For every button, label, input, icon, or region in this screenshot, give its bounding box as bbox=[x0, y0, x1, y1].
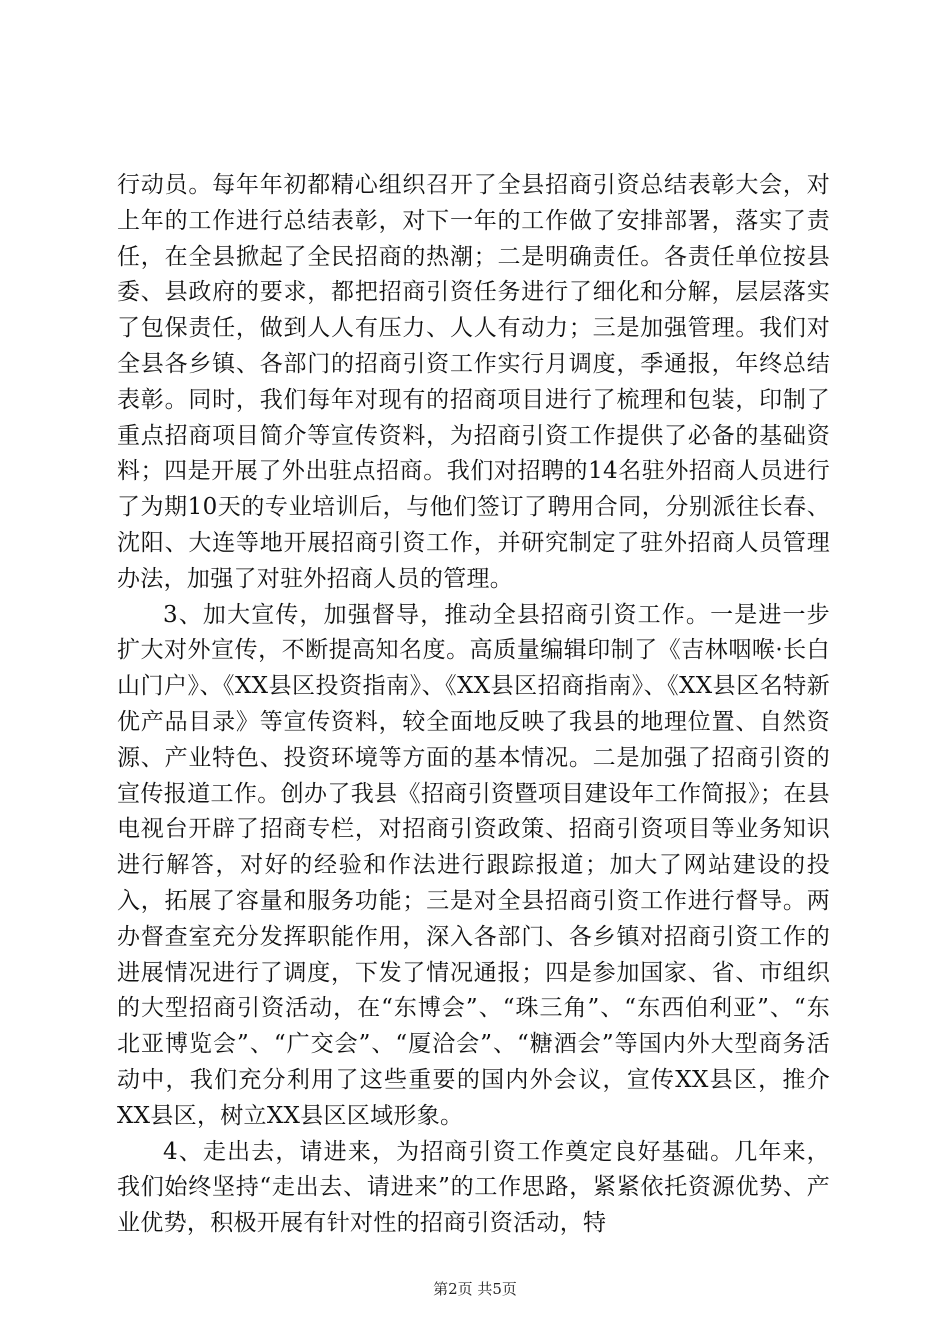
paragraph-section-3: 3、加大宣传，加强督导，推动全县招商引资工作。一是进一步扩大对外宣传，不断提高知名度。高质量编辑印制了《吉林咽喉·长白山门户》、《XX县区投资指南》、《XX县区招商指南》、《XX县区名特新优产品目录》等宣传资料，较全面地反映了我县的地理位置、自然资源、产业特色、投资环境等方面的基本情况。二是加强了招商引资的宣传报道工作。创办了我县《招商引资暨项目建设年工作简报》；在县电视台开辟了招商专栏，对招商引资政策、招商引资项目等业务知识进行解答，对好的经验和作法进行跟踪报道；加大了网站建设的投入，拓展了容量和服务功能；三是对全县招商引资工作进行督导。两办督查室充分发挥职能作用，深入各部门、各乡镇对招商引资工作的进展情况进行了调度，下发了情况通报；四是参加国家、省、市组织的大型招商引资活动，在“东博会”、“珠三角”、“东西伯利亚”、“东北亚博览会”、“广交会”、“厦洽会”、“糖酒会”等国内外大型商务活动中，我们充分利用了这些重要的国内外会议，宣传XX县区，推介XX县区，树立XX县区区域形象。 bbox=[117, 601, 830, 1129]
page-footer: 第2页 共5页 bbox=[433, 1280, 517, 1298]
paragraph-continuation: 行动员。每年年初都精心组织召开了全县招商引资总结表彰大会，对上年的工作进行总结表彰，对下一年的工作做了安排部署，落实了责任，在全县掀起了全民招商的热潮；二是明确责任。各责任单位按县委、县政府的要求，都把招商引资任务进行了细化和分解，层层落实了包保责任，做到人人有压力、人人有动力；三是加强管理。我们对全县各乡镇、各部门的招商引资工作实行月调度，季通报，年终总结表彰。同时，我们每年对现有的招商项目进行了梳理和包装，印制了重点招商项目简介等宣传资料，为招商引资工作提供了必备的基础资料；四是开展了外出驻点招商。我们对招聘的14名驻外招商人员进行了为期10天的专业培训后，与他们签订了聘用合同，分别派往长春、沈阳、大连等地开展招商引资工作，并研究制定了驻外招商人员管理办法，加强了对驻外招商人员的管理。 bbox=[117, 172, 830, 592]
paragraph-section-4: 4、走出去，请进来，为招商引资工作奠定良好基础。几年来，我们始终坚持“走出去、请进来”的工作思路，紧紧依托资源优势、产业优势，积极开展有针对性的招商引资活动，特 bbox=[117, 1138, 830, 1237]
document-body bbox=[117, 168, 830, 1242]
